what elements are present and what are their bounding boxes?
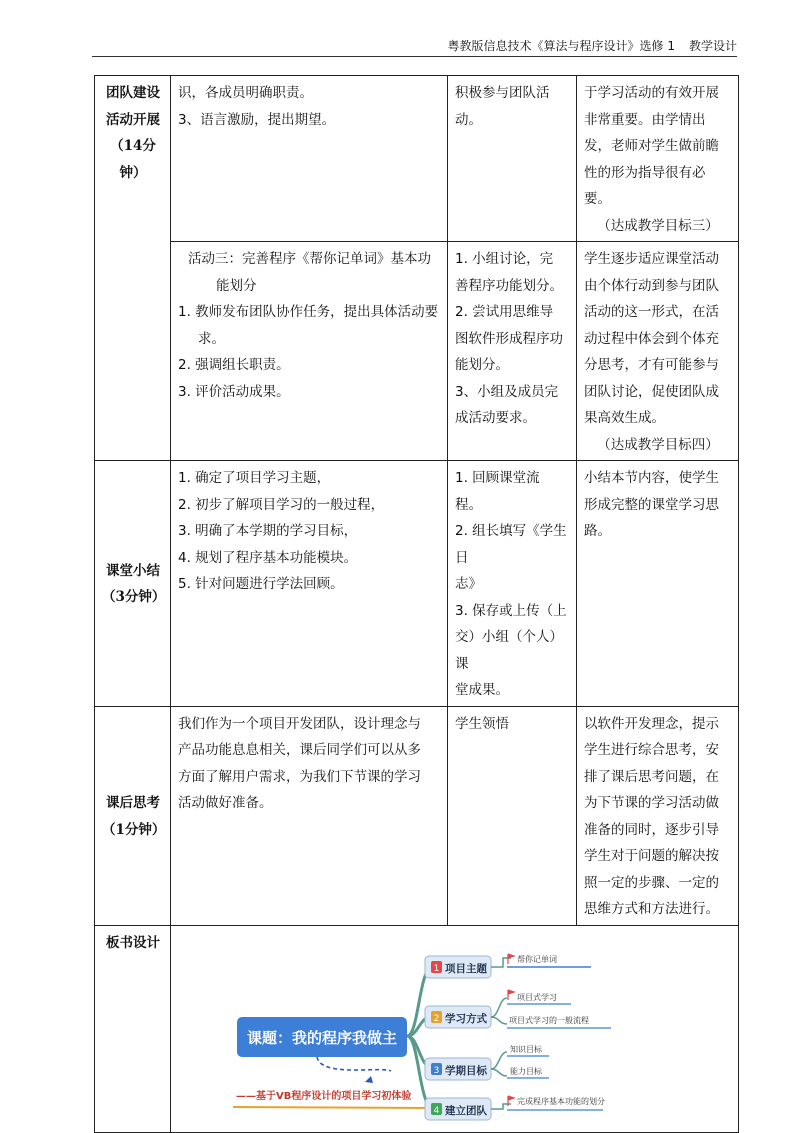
text-line: 交）小组（个人）课 [455, 629, 563, 672]
text-line: 能划分。 [455, 357, 509, 373]
objective-note: （达成教学目标四） [597, 436, 719, 453]
table-row [95, 706, 739, 925]
text-line: 团队讨论，促使团队成 [584, 383, 719, 400]
text-line: 发，老师对学生做前瞻 [584, 138, 719, 154]
leaf-connector [491, 1052, 507, 1069]
branch-number: 3 [433, 1065, 440, 1076]
leaf-label: 知识目标 [510, 1044, 542, 1054]
table-row [95, 925, 739, 1132]
design-intent-cell [577, 242, 739, 461]
flag-icon [508, 990, 514, 1000]
stage-duration: （1分钟） [102, 821, 166, 838]
text-line: 1. 小组讨论，完 [455, 251, 554, 267]
text-line: 程。 [455, 496, 482, 513]
text-line: 要。 [584, 191, 611, 207]
arrow-head-icon [365, 1076, 373, 1083]
flag-icon [508, 954, 514, 964]
text-line: 2. 尝试用思维导 [455, 304, 554, 320]
stage-label: 课堂小结 [106, 562, 160, 579]
subtitle-underline [233, 1107, 433, 1108]
board-design-cell [171, 925, 739, 1132]
text-line: 识，各成员明确职责。 [178, 85, 313, 101]
leaf-label: 帮你记单词 [517, 954, 557, 964]
text-line: 照一定的步骤、一定的 [584, 874, 719, 891]
text-line: 学生逐步适应课堂活动 [584, 251, 719, 267]
activity-title: 能划分 [216, 277, 257, 294]
list-item: 5. 针对问题进行学法回顾。 [178, 576, 344, 592]
text-line: 3、小组及成员完 [455, 383, 559, 400]
stage-board [95, 925, 171, 1132]
text-line: 成活动要求。 [455, 410, 536, 426]
list-item: 1. 教师发布团队协作任务，提出具体活动要求。 [178, 304, 439, 347]
text-line: 形成完整的课堂学习思 [584, 496, 719, 513]
text-line: 路。 [584, 523, 611, 539]
text-line: 小结本节内容，使学生 [584, 470, 719, 486]
branch-label: 学期目标 [445, 1064, 487, 1077]
text-line: 动。 [455, 111, 482, 128]
stage-label: 团队建设 [106, 85, 160, 101]
design-intent-cell [577, 706, 739, 925]
branch-build-team [425, 1096, 605, 1120]
text-line: 分思考，才有可能参与 [584, 357, 719, 373]
text-line: 3、语言激励，提出期望。 [178, 111, 336, 128]
stage-label: 课后思考 [106, 795, 160, 811]
text-line: 非常重要。由学情出 [584, 111, 706, 128]
text-line: 学生进行综合思考，安 [584, 742, 719, 758]
header-doc-kind: 教学设计 [688, 39, 737, 53]
text-line: 排了课后思考问题，在 [584, 768, 719, 785]
teacher-activity-cell [171, 242, 448, 461]
branch-learning-method [425, 990, 611, 1028]
text-line: 志》 [455, 576, 482, 592]
teacher-activity-cell [171, 461, 448, 707]
stage-duration: （3分钟） [102, 589, 166, 606]
text-line: 活动的这一形式，在活 [584, 304, 719, 320]
stage-team [95, 76, 171, 461]
text-line: 于学习活动的有效开展 [584, 85, 719, 101]
branch-label: 建立团队 [445, 1104, 487, 1117]
leaf-label: 项目式学习的一般流程 [509, 1015, 589, 1025]
leaf-label: 能力目标 [510, 1066, 542, 1076]
student-activity-cell [448, 76, 577, 242]
text-line: 我们作为一个项目开发团队，设计理念与 [178, 715, 421, 732]
text-line: 学生领悟 [455, 715, 509, 732]
text-line: 以软件开发理念，提示 [584, 715, 719, 732]
branch-project-topic [425, 954, 591, 978]
list-item: 2. 强调组长职责。 [178, 357, 290, 373]
leaf-connector [491, 1017, 507, 1024]
branch-term-goals [425, 1044, 549, 1080]
student-activity-cell [448, 461, 577, 707]
list-item: 4. 规划了程序基本功能模块。 [178, 549, 358, 566]
activity-title: 活动三：完善程序《帮你记单词》基本功 [188, 251, 431, 267]
mind-map-subtitle: ——基于VB程序设计的项目学习初体验 [236, 1090, 412, 1102]
list-item: 1. 确定了项目学习主题， [178, 470, 331, 486]
text-line: 1. 回顾课堂流 [455, 470, 540, 486]
student-activity-cell [448, 242, 577, 461]
lesson-plan-table [94, 75, 739, 1133]
list-item: 3. 评价活动成果。 [178, 383, 290, 400]
text-line: 产品功能息息相关，课后同学们可以从多 [178, 742, 421, 758]
branch-label: 学习方式 [445, 1012, 487, 1025]
text-line: 由个体行动到参与团队 [584, 277, 719, 294]
text-line: 准备的同时，逐步引导 [584, 821, 719, 838]
stage-homework [95, 706, 171, 925]
header-book-title: 粤教版信息技术《算法与程序设计》选修 1 [447, 39, 675, 53]
page-header [92, 36, 737, 57]
branch-label: 项目主题 [445, 962, 487, 975]
text-line: 性的形为指导很有必 [584, 164, 706, 181]
text-line: 图软件形成程序功 [455, 330, 563, 347]
mind-map-svg [171, 926, 738, 1129]
design-intent-cell [577, 76, 739, 242]
teacher-activity-cell [171, 76, 448, 242]
text-line: 3. 保存或上传（上 [455, 602, 567, 619]
stage-label: 活动开展 [106, 111, 160, 128]
text-line: 为下节课的学习活动做 [584, 795, 719, 811]
text-line: 善程序功能划分。 [455, 277, 563, 294]
leaf-label: 完成程序基本功能的划分 [517, 1096, 605, 1106]
text-line: 果高效生成。 [584, 410, 665, 426]
stage-summary [95, 461, 171, 707]
text-line: 堂成果。 [455, 682, 509, 698]
text-line: 思维方式和方法进行。 [584, 901, 719, 917]
list-item: 3. 明确了本学期的学习目标， [178, 523, 358, 539]
teacher-activity-cell [171, 706, 448, 925]
center-title: 课题：我的程序我做主 [246, 1028, 398, 1047]
leaf-connector [491, 998, 507, 1017]
leaf-label: 项目式学习 [517, 992, 557, 1002]
branch-number: 4 [433, 1105, 440, 1116]
branch-number: 1 [433, 963, 440, 974]
dashed-arrow [317, 1057, 391, 1071]
text-line: 学生对于问题的解决按 [584, 848, 719, 864]
table-row [95, 76, 739, 242]
leaf-connector [491, 1069, 507, 1076]
text-line: 积极参与团队活 [455, 85, 550, 101]
mind-map [171, 926, 738, 1129]
text-line: 动过程中体会到个体充 [584, 330, 719, 347]
table-row [95, 242, 739, 461]
student-activity-cell [448, 706, 577, 925]
text-line: 2. 组长填写《学生日 [455, 523, 567, 566]
objective-note: （达成教学目标三） [597, 217, 719, 234]
stage-label: 板书设计 [106, 934, 160, 951]
list-item: 2. 初步了解项目学习的一般过程， [178, 496, 385, 513]
stage-duration: （14分钟） [110, 138, 156, 181]
text-line: 方面了解用户需求，为我们下节课的学习 [178, 768, 421, 785]
branch-number: 2 [433, 1013, 440, 1024]
table-row [95, 461, 739, 707]
text-line: 活动做好准备。 [178, 795, 273, 811]
design-intent-cell [577, 461, 739, 707]
